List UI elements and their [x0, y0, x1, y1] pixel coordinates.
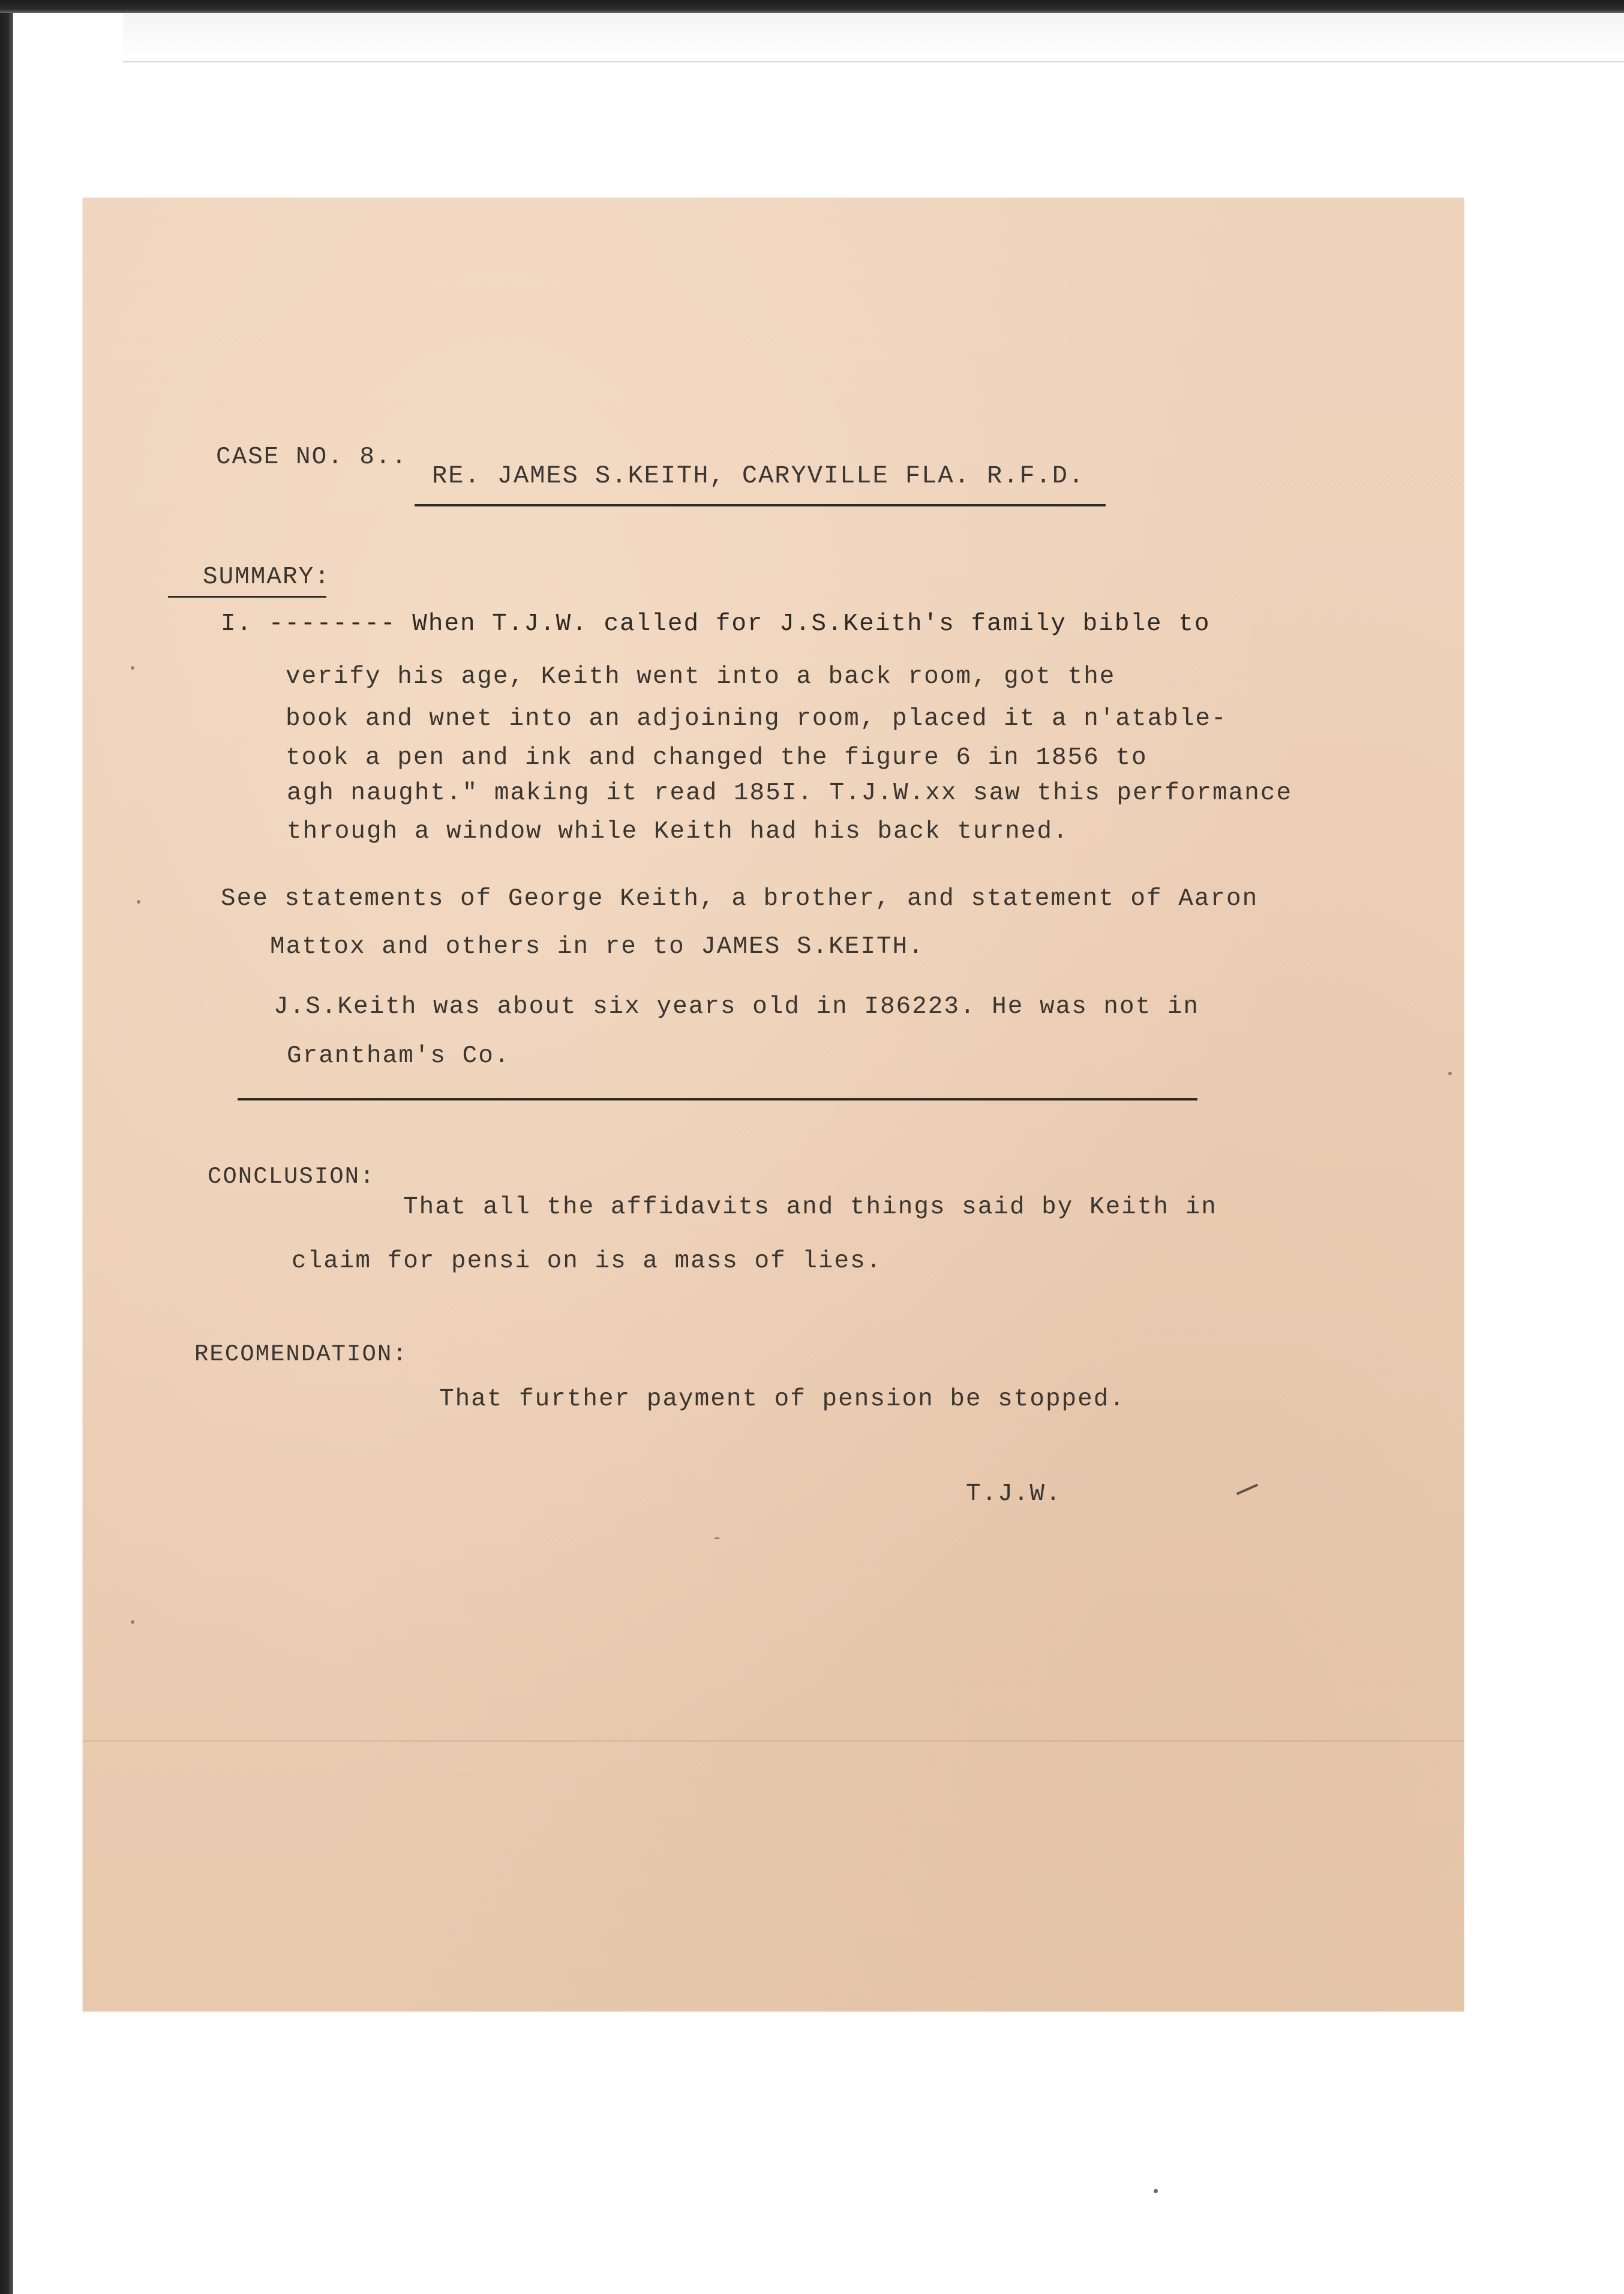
conclusion-line: claim for pensi on is a mass of lies.	[292, 1248, 882, 1275]
summary-underline	[168, 596, 326, 598]
see-statements-line: See statements of George Keith, a brother, and statement of Aaron	[221, 885, 1259, 913]
scan-edge-left	[0, 0, 13, 2294]
case-number: CASE NO. 8..	[216, 443, 408, 471]
paper-fold-line	[83, 1740, 1464, 1742]
paper-speck	[137, 900, 140, 904]
paper-speck	[1448, 1072, 1452, 1075]
conclusion-line: That all the affidavits and things said by Keith in	[403, 1194, 1217, 1221]
age-line: Grantham's Co.	[287, 1042, 511, 1070]
see-statements-line: Mattox and others in re to JAMES S.KEITH.	[270, 933, 924, 961]
case-subject: RE. JAMES S.KEITH, CARYVILLE FLA. R.F.D.	[432, 461, 1085, 490]
conclusion-heading: CONCLUSION:	[208, 1164, 376, 1190]
subject-underline	[415, 504, 1106, 506]
summary-item-line: agh naught." making it read 185I. T.J.W.xx saw this performance	[287, 779, 1293, 807]
paper-speck	[131, 666, 134, 670]
backing-sheet	[123, 13, 1624, 62]
summary-item-line: I. -------- When T.J.W. called for J.S.Keith's family bible to	[221, 610, 1211, 638]
recommendation-text: That further payment of pension be stopped.	[439, 1386, 1125, 1413]
scan-edge-top	[0, 0, 1624, 13]
summary-item-line: took a pen and ink and changed the figure 6 in 1856 to	[286, 744, 1148, 772]
signature-initials: T.J.W.	[966, 1480, 1062, 1508]
recommendation-heading: RECOMENDATION:	[194, 1341, 408, 1368]
scan-speck	[1154, 2189, 1158, 2193]
section-divider	[238, 1098, 1197, 1100]
paper-speck	[714, 1537, 720, 1539]
summary-item-line: book and wnet into an adjoining room, placed it a n'atable-	[286, 705, 1227, 733]
summary-item-line: verify his age, Keith went into a back room, got the	[286, 663, 1116, 691]
summary-heading: SUMMARY:	[203, 563, 331, 591]
summary-item-line: through a window while Keith had his back turned.	[287, 818, 1069, 845]
pen-mark	[1236, 1483, 1258, 1495]
typewritten-page	[83, 198, 1464, 2011]
age-line: J.S.Keith was about six years old in I86223. He was not in	[274, 993, 1200, 1021]
paper-speck	[131, 1620, 134, 1624]
